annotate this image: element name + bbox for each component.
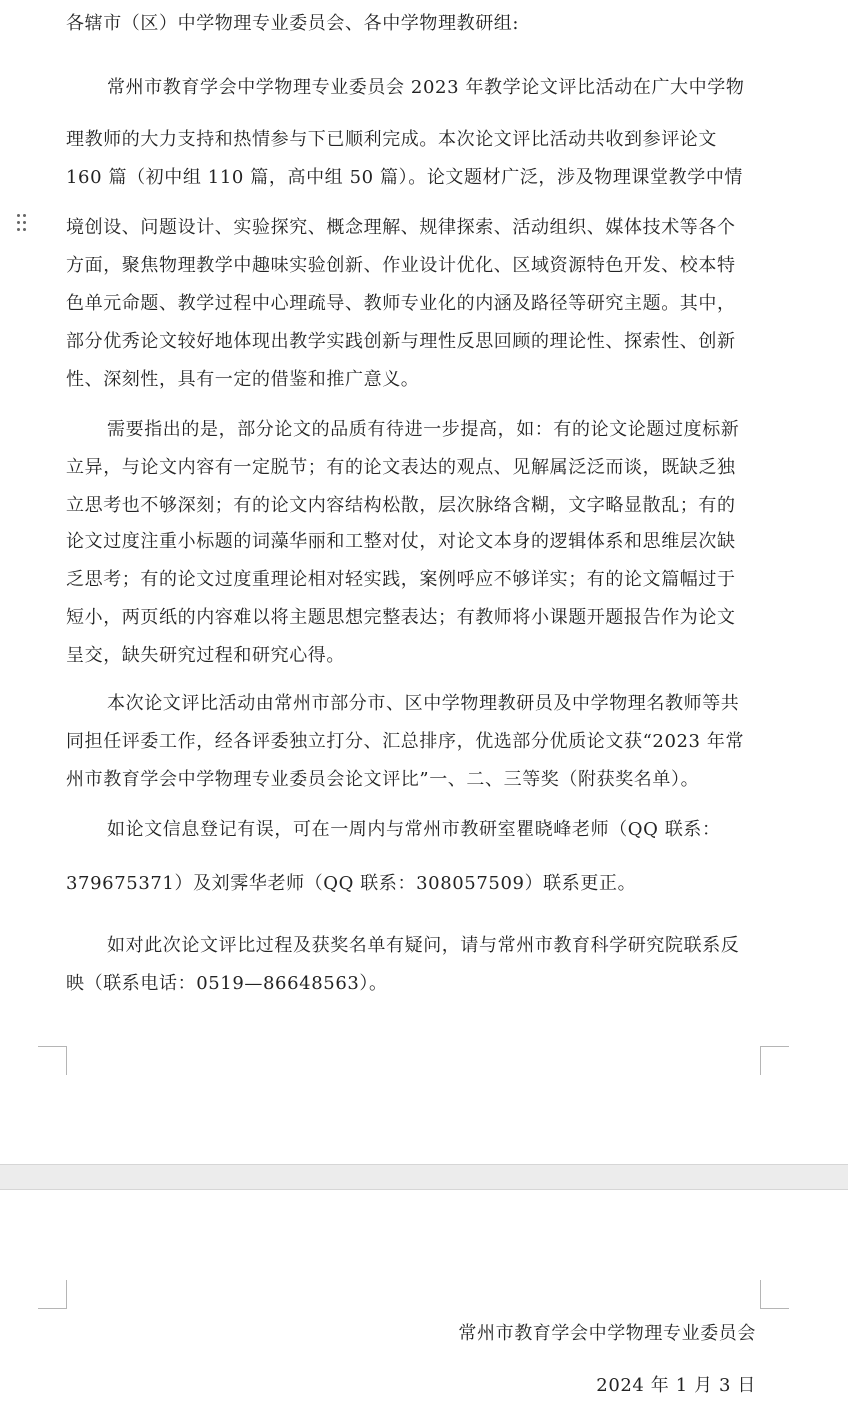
paragraph-1-line: 性、深刻性，具有一定的借鉴和推广意义。 bbox=[66, 369, 420, 390]
paragraph-2-line: 短小，两页纸的内容难以将主题思想完整表达；有教师将小课题开题报告作为论文 bbox=[66, 607, 736, 628]
page-separator bbox=[0, 1164, 848, 1190]
paragraph-1-line: 常州市教育学会中学物理专业委员会 2023 年教学论文评比活动在广大中学物 bbox=[107, 77, 745, 98]
paragraph-1-line: 160 篇（初中组 110 篇，高中组 50 篇）。论文题材广泛，涉及物理课堂教学中情 bbox=[66, 167, 744, 188]
signature-organization: 常州市教育学会中学物理专业委员会 bbox=[458, 1323, 756, 1344]
paragraph-4-line: 如论文信息登记有误，可在一周内与常州市教研室瞿晓峰老师（QQ 联系： bbox=[107, 819, 721, 840]
paragraph-3-line: 本次论文评比活动由常州市部分市、区中学物理教研员及中学物理名教师等共 bbox=[107, 693, 740, 714]
paragraph-4-line: 379675371）及刘霁华老师（QQ 联系：308057509）联系更正。 bbox=[66, 873, 637, 894]
document-page-2 bbox=[0, 1190, 848, 1408]
page-margin-mark bbox=[760, 1280, 789, 1309]
paragraph-2-line: 论文过度注重小标题的词藻华丽和工整对仗，对论文本身的逻辑体系和思维层次缺 bbox=[66, 531, 736, 552]
page-margin-mark bbox=[38, 1046, 67, 1075]
paragraph-2-line: 呈交，缺失研究过程和研究心得。 bbox=[66, 645, 345, 666]
paragraph-5-line: 映（联系电话：0519—86648563）。 bbox=[66, 973, 388, 994]
paragraph-1-line: 部分优秀论文较好地体现出教学实践创新与理性反思回顾的理论性、探索性、创新 bbox=[66, 331, 736, 352]
paragraph-2-line: 立思考也不够深刻；有的论文内容结构松散，层次脉络含糊，文字略显散乱；有的 bbox=[66, 495, 736, 516]
paragraph-1-line: 理教师的大力支持和热情参与下已顺利完成。本次论文评比活动共收到参评论文 bbox=[66, 129, 717, 150]
drag-handle-icon[interactable] bbox=[16, 213, 28, 233]
paragraph-2-line: 需要指出的是，部分论文的品质有待进一步提高，如：有的论文论题过度标新 bbox=[107, 419, 740, 440]
paragraph-2-line: 乏思考；有的论文过度重理论相对轻实践，案例呼应不够详实；有的论文篇幅过于 bbox=[66, 569, 736, 590]
paragraph-1-line: 境创设、问题设计、实验探究、概念理解、规律探索、活动组织、媒体技术等各个 bbox=[66, 217, 736, 238]
paragraph-1-line: 方面，聚焦物理教学中趣味实验创新、作业设计优化、区域资源特色开发、校本特 bbox=[66, 255, 736, 276]
paragraph-2-line: 立异，与论文内容有一定脱节；有的论文表达的观点、见解属泛泛而谈，既缺乏独 bbox=[66, 457, 736, 478]
signature-date: 2024 年 1 月 3 日 bbox=[596, 1375, 756, 1396]
salutation: 各辖市（区）中学物理专业委员会、各中学物理教研组: bbox=[66, 13, 520, 34]
paragraph-3-line: 同担任评委工作，经各评委独立打分、汇总排序，优选部分优质论文获“2023 年常 bbox=[66, 731, 745, 752]
page-margin-mark bbox=[38, 1280, 67, 1309]
paragraph-5-line: 如对此次论文评比过程及获奖名单有疑问，请与常州市教育科学研究院联系反 bbox=[107, 935, 740, 956]
paragraph-3-line: 州市教育学会中学物理专业委员会论文评比”一、二、三等奖（附获奖名单）。 bbox=[66, 769, 700, 790]
paragraph-1-line: 色单元命题、教学过程中心理疏导、教师专业化的内涵及路径等研究主题。其中， bbox=[66, 293, 736, 314]
page-margin-mark bbox=[760, 1046, 789, 1075]
